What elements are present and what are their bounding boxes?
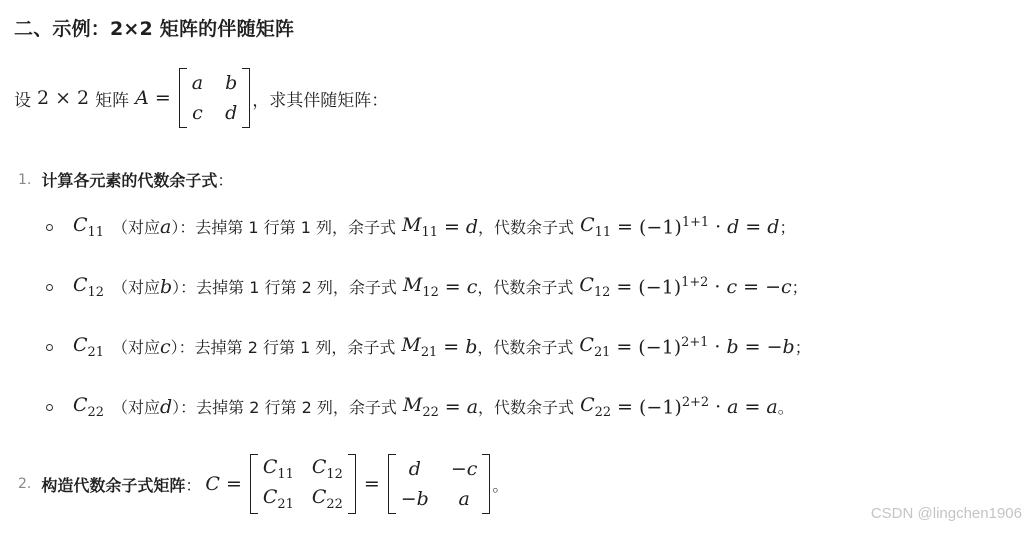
sign-factor: $(-1)^{1+1}$ [638,215,710,239]
cofactor-elem: d [160,395,173,418]
bullet-icon [46,224,53,231]
cofactor-symbol: $C_{21}$ [73,334,104,360]
minor-symbol: $M_{12}$ [402,274,439,300]
matrix-a [179,68,251,128]
minor-eq: = [443,335,460,358]
cofactor-matrix-grid [258,454,348,514]
cofactor-symbol: $C_{22}$ [73,394,104,420]
matrix-a-cell: c [192,102,203,124]
result-matrix [388,454,491,514]
cofactor-elem: b [160,275,173,298]
left-bracket [388,454,396,514]
intro-n2: 2 [77,87,90,109]
cofactor-end: 。 [777,398,794,418]
cofactor-pre: （对应 [111,218,160,238]
cofactor-eq: = [617,395,633,418]
bullet-icon [46,344,53,351]
cofactor-symbol: $C_{11}$ [73,214,104,240]
result-matrix-cell: a [458,488,470,510]
result-matrix-cell: −c [450,458,478,480]
cofactor-elem: c [160,335,171,358]
cofactor-item [46,392,794,422]
minor-value: a [466,395,479,418]
left-bracket [179,68,187,128]
minor-symbol: $M_{11}$ [402,214,438,240]
sign-factor: $(-1)^{2+2}$ [638,395,710,419]
step2-eq: = [225,473,242,495]
cofactor-eq: = [616,335,633,358]
section-heading: 二、示例：2×2 矩阵的伴随矩阵 [14,18,295,40]
cofactor-mid: ，代数余子式 [478,398,575,418]
cofactor-post: ）：去掉第 2 行第 1 列，余子式 [170,338,396,358]
result-matrix-cell: d [408,458,421,480]
step2-var: C [205,473,220,495]
cofactor-end: ； [794,338,811,358]
cofactor-item [46,212,795,242]
minor-value: b [465,335,478,358]
cofactor-pre: （对应 [111,338,160,358]
cofactor-eq: = [616,275,633,298]
cofactor-matrix-cell: $C_{12}$ [311,456,343,482]
right-bracket [348,454,356,514]
cofactor-symbol-2: $C_{22}$ [580,394,612,420]
minor-value: d [465,215,479,238]
sign-factor: $(-1)^{1+2}$ [638,275,709,299]
cofactor-matrix [250,454,356,514]
intro-line [14,68,388,128]
left-bracket [250,454,258,514]
bullet-icon [46,404,53,411]
cofactor-mid: ，代数余子式 [477,278,574,298]
sign-factor: $(-1)^{2+1}$ [638,335,709,359]
result-matrix-cell: −b [400,488,429,510]
cofactor-matrix-cell: $C_{21}$ [262,486,294,512]
list-item-step1 [18,168,233,191]
step2-colon: ： [185,475,202,495]
matrix-a-cell: b [225,72,238,94]
matrix-a-cell: a [191,72,204,94]
cofactor-symbol-2: $C_{12}$ [579,274,611,300]
intro-word: 矩阵 [95,90,130,111]
cofactor-mid: ，代数余子式 [478,218,575,238]
list-item-step2 [18,452,508,516]
minor-value: c [466,275,478,298]
right-bracket [482,454,490,514]
cofactor-pre: （对应 [111,398,160,418]
cofactor-matrix-cell: $C_{11}$ [262,456,294,482]
cofactor-rhs: c = −c [726,275,792,298]
minor-symbol: $M_{22}$ [402,394,439,420]
cofactor-item [46,332,811,362]
list-number: 1. [18,171,32,188]
cofactor-mid: ，代数余子式 [477,338,574,358]
cofactor-end: ； [779,218,796,238]
step1-label: 计算各元素的代数余子式 [41,171,218,190]
cofactor-symbol-2: $C_{11}$ [580,214,612,240]
step2-label: 构造代数余子式矩阵 [41,475,186,495]
intro-var: A [135,87,149,109]
matrix-a-grid [187,68,243,128]
dot-operator: · [714,335,721,358]
intro-eq: = [154,87,171,109]
cofactor-item [46,272,808,302]
intro-times: × [55,87,72,109]
cofactor-symbol: $C_{12}$ [73,274,104,300]
bullet-icon [46,284,53,291]
cofactor-pre: （对应 [111,278,160,298]
list-number: 2. [18,476,32,492]
cofactor-post: ）：去掉第 2 行第 2 列，余子式 [172,398,397,418]
minor-symbol: $M_{21}$ [401,334,438,360]
dot-operator: · [714,275,721,298]
watermark: CSDN @lingchen1906 [870,505,1022,522]
right-bracket [242,68,250,128]
result-matrix-grid [396,454,483,514]
step1-colon: ： [217,171,234,190]
dot-operator: · [715,215,722,238]
cofactor-post: ）：去掉第 1 行第 1 列，余子式 [171,218,397,238]
matrix-a-cell: d [225,102,238,124]
intro-n1: 2 [37,87,50,109]
cofactor-end: ； [791,278,808,298]
step2-eq2: = [363,473,380,495]
dot-operator: · [715,395,722,418]
cofactor-elem: a [160,215,172,238]
step2-end: 。 [492,475,509,495]
cofactor-rhs: a = a [727,395,778,418]
intro-suffix: ，求其伴随矩阵： [252,90,389,111]
cofactor-rhs: d = d [727,215,780,238]
intro-prefix: 设 [14,90,31,111]
cofactor-rhs: b = −b [726,335,795,358]
minor-eq: = [443,215,460,238]
cofactor-matrix-cell: $C_{22}$ [311,486,343,512]
cofactor-post: ）：去掉第 1 行第 2 列，余子式 [172,278,397,298]
cofactor-eq: = [617,215,633,238]
cofactor-symbol-2: $C_{21}$ [579,334,611,360]
minor-eq: = [444,395,461,418]
minor-eq: = [444,275,461,298]
